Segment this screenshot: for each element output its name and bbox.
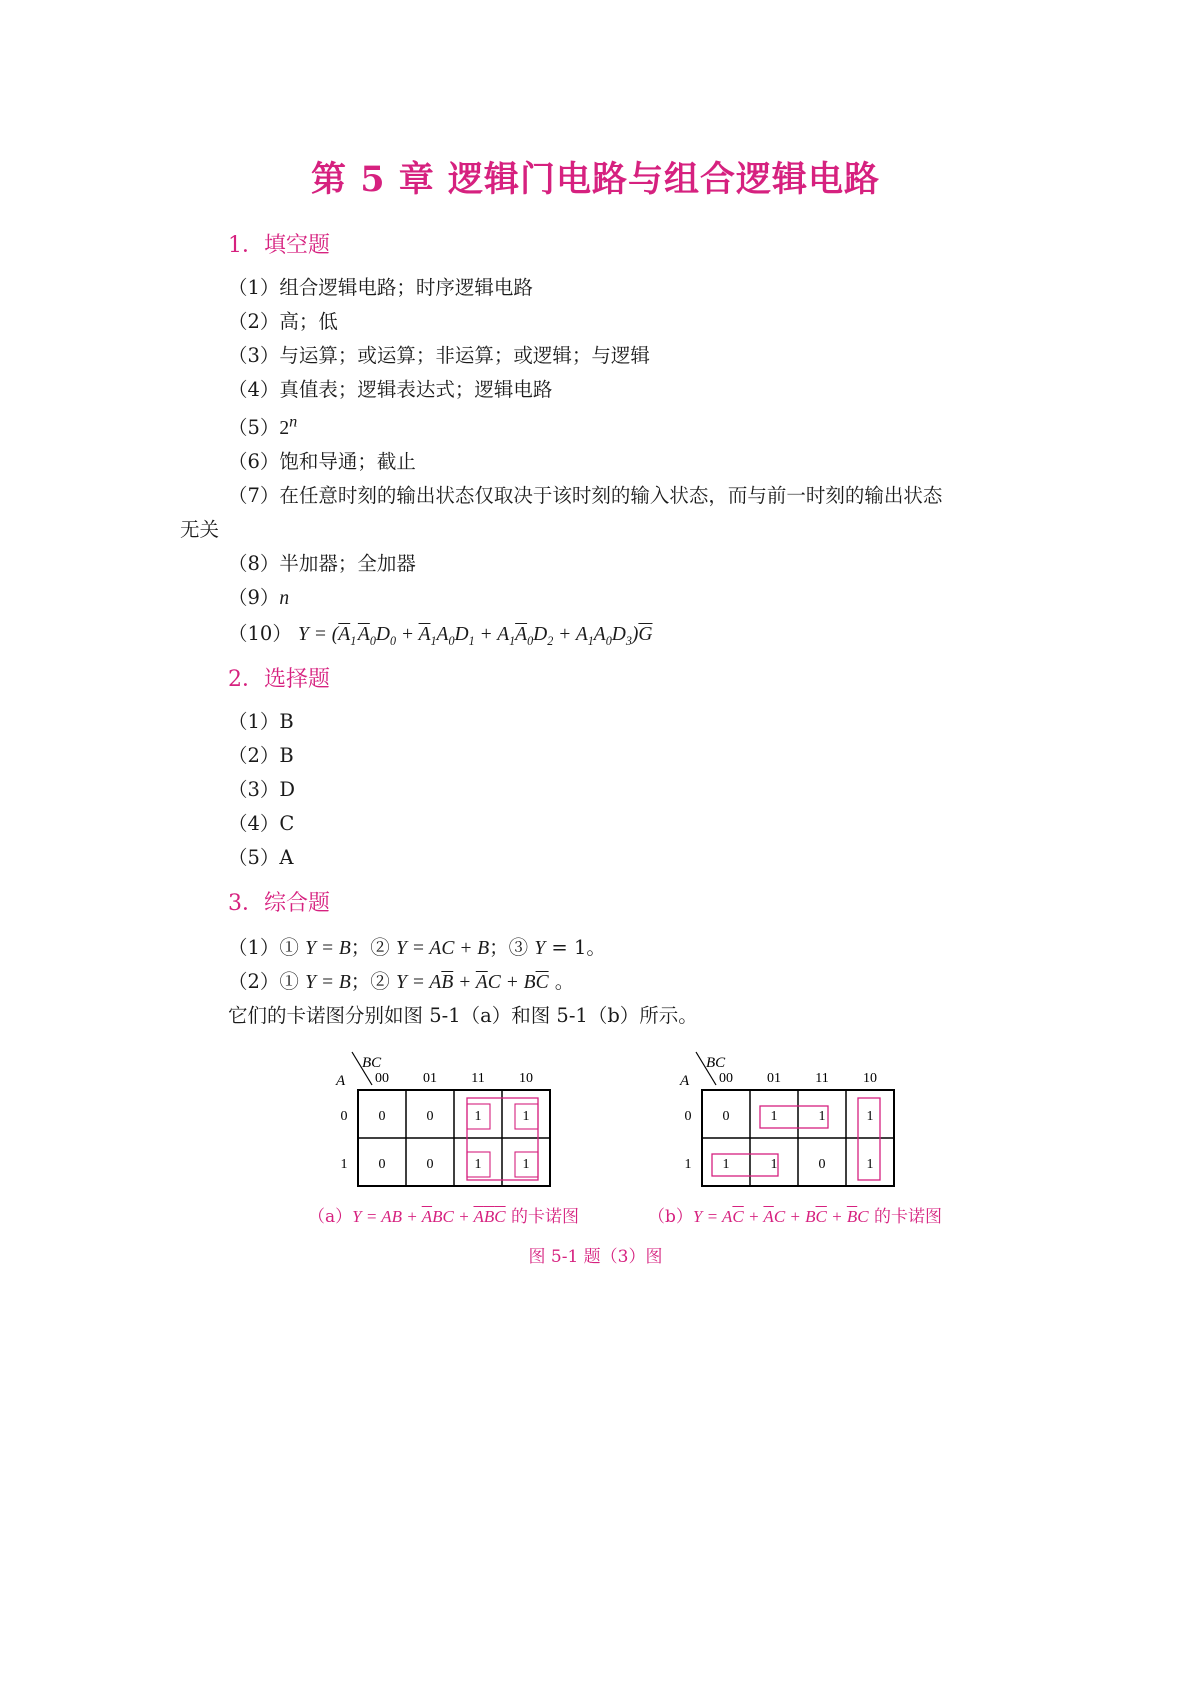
answer-1-3 (228, 340, 650, 368)
kmap-b-caption: $(b)Y = A\overline{C} + \overline{A}C + B\overline{C} + \overline{B}C$ 的卡诺图 (648, 1207, 942, 1227)
kmap-cell: 1 (818, 1109, 826, 1124)
answer-2-2 (228, 740, 294, 768)
item-text: C (279, 812, 295, 835)
item-number: （3） (228, 778, 280, 801)
item-text: B (279, 710, 294, 733)
item-number: （2） (228, 310, 280, 333)
kmap-cell: 0 (378, 1109, 386, 1124)
item-text: 半加器；全加器 (279, 552, 416, 575)
answer-2-4 (228, 808, 294, 836)
item-text: A (279, 846, 294, 869)
answer-3-1 (228, 932, 606, 960)
power-exponent: n (289, 412, 298, 431)
item-number: （1） (228, 936, 280, 959)
mux-output-formula: $Y = (\overline{A}_1$ $\overline{A}_0D_0 + \overline{A}_1A_0D_1 + A_1\overline{A}_0D_2 + A_1A_0D_3)\overline{G}$ (298, 624, 653, 648)
answer-1-7 (228, 480, 942, 508)
kmap-cell: 1 (866, 1109, 874, 1124)
item-number: （5） (228, 846, 280, 869)
answer-1-10 (228, 618, 652, 649)
section-heading-fill-in: 1．填空题 (228, 233, 330, 258)
item-number: （3） (228, 344, 280, 367)
kmap-col-label: 11 (471, 1071, 485, 1086)
kmap-col-label: 01 (423, 1071, 437, 1086)
kmap-cell: 1 (866, 1157, 874, 1172)
kmap-cell: 1 (770, 1109, 778, 1124)
kmap-row-label: 0 (340, 1109, 348, 1124)
answer-2-3 (228, 774, 295, 802)
section-heading-comprehensive: 3．综合题 (228, 891, 330, 916)
item-number: （5） (228, 416, 280, 439)
karnaugh-map-b (674, 1050, 904, 1194)
item-number: （7） (228, 484, 280, 507)
answer-3-2 (228, 966, 574, 994)
answer-1-9 (228, 582, 289, 610)
answer-1-8 (228, 548, 416, 576)
answer-1-6 (228, 446, 416, 474)
item-text: 高；低 (279, 310, 338, 333)
kmap-col-var: BC (362, 1055, 382, 1071)
kmap-cell: 0 (378, 1157, 386, 1172)
kmap-a-caption-expression: Y = AB + $\overline{A}BC + \overline{A}\overline{B}\overline{C}$ (352, 1207, 506, 1226)
item-text: 组合逻辑电路；时序逻辑电路 (279, 276, 533, 299)
item-number: （2） (228, 970, 280, 993)
karnaugh-map-a-graphic (330, 1050, 560, 1190)
kmap-cell: 1 (722, 1157, 730, 1172)
item-text: D (279, 778, 296, 801)
item-number: （1） (228, 276, 280, 299)
kmap-reference-note: 它们的卡诺图分别如图 5-1（a）和图 5-1（b）所示。 (228, 1004, 698, 1027)
kmap-cell: 1 (522, 1157, 530, 1172)
answer-1-4 (228, 374, 552, 402)
item-formula: ① Y = B；② $Y = A\overline{B} + \overline{A}C + B\overline{C}$ 。 (279, 970, 575, 993)
chapter-title: 第 5 章 逻辑门电路与组合逻辑电路 (311, 159, 880, 200)
kmap-cell: 1 (474, 1109, 482, 1124)
kmap-row-var: A (336, 1073, 346, 1089)
item-formula: ① Y = B；② Y = AC + B；③ Y = 1。 (279, 936, 606, 959)
karnaugh-map-b-graphic (674, 1050, 904, 1190)
kmap-a-caption: （a）Y = AB + $\overline{A}BC + \overline{A}\overline{B}\overline{C}$ 的卡诺图 (308, 1207, 580, 1227)
kmap-cell: 0 (426, 1109, 434, 1124)
kmap-col-label: 11 (815, 1071, 829, 1086)
kmap-cell: 0 (818, 1157, 826, 1172)
item-text: B (279, 744, 294, 767)
kmap-col-label: 01 (767, 1071, 781, 1086)
item-number: （6） (228, 450, 280, 473)
item-text: 与运算；或运算；非运算；或逻辑；与逻辑 (279, 344, 650, 367)
kmap-cell: 1 (770, 1157, 778, 1172)
item-number: （4） (228, 378, 280, 401)
answer-1-7-continuation: 无关 (180, 518, 220, 541)
item-text: 在任意时刻的输出状态仅取决于该时刻的输入状态，而与前一时刻的输出状态 (279, 484, 943, 507)
answer-2-1 (228, 706, 294, 734)
karnaugh-map-a (330, 1050, 560, 1194)
answer-1-1 (228, 272, 533, 300)
item-number: （8） (228, 552, 280, 575)
item-text: n (279, 588, 290, 609)
kmap-row-var: A (680, 1073, 690, 1089)
item-text: 饱和导通；截止 (279, 450, 416, 473)
kmap-b-caption-expression: $Y = A\overline{C} + \overline{A}C + B\overline{C} + \overline{B}C$ (692, 1207, 869, 1226)
kmap-cell: 1 (474, 1157, 482, 1172)
kmap-col-label: 00 (375, 1071, 389, 1086)
kmap-col-var: BC (706, 1055, 726, 1071)
kmap-row-label: 1 (684, 1157, 692, 1172)
section-heading-choice: 2．选择题 (228, 667, 330, 692)
answer-1-5 (228, 412, 297, 440)
answer-1-2 (228, 306, 338, 334)
kmap-cell: 0 (722, 1109, 730, 1124)
kmap-row-label: 0 (684, 1109, 692, 1124)
item-text: 真值表；逻辑表达式；逻辑电路 (279, 378, 553, 401)
item-number: （2） (228, 744, 280, 767)
kmap-cell: 0 (426, 1157, 434, 1172)
kmap-col-label: 10 (519, 1071, 533, 1086)
kmap-cell: 1 (522, 1109, 530, 1124)
power-base: 2 (279, 418, 290, 439)
item-number: （10） (228, 622, 292, 645)
figure-caption: 图 5-1 题（3）图 (528, 1247, 663, 1267)
answer-2-5 (228, 842, 294, 870)
kmap-col-label: 00 (719, 1071, 733, 1086)
kmap-col-label: 10 (863, 1071, 877, 1086)
item-number: （1） (228, 710, 280, 733)
kmap-row-label: 1 (340, 1157, 348, 1172)
item-number: （4） (228, 812, 280, 835)
item-number: （9） (228, 586, 280, 609)
